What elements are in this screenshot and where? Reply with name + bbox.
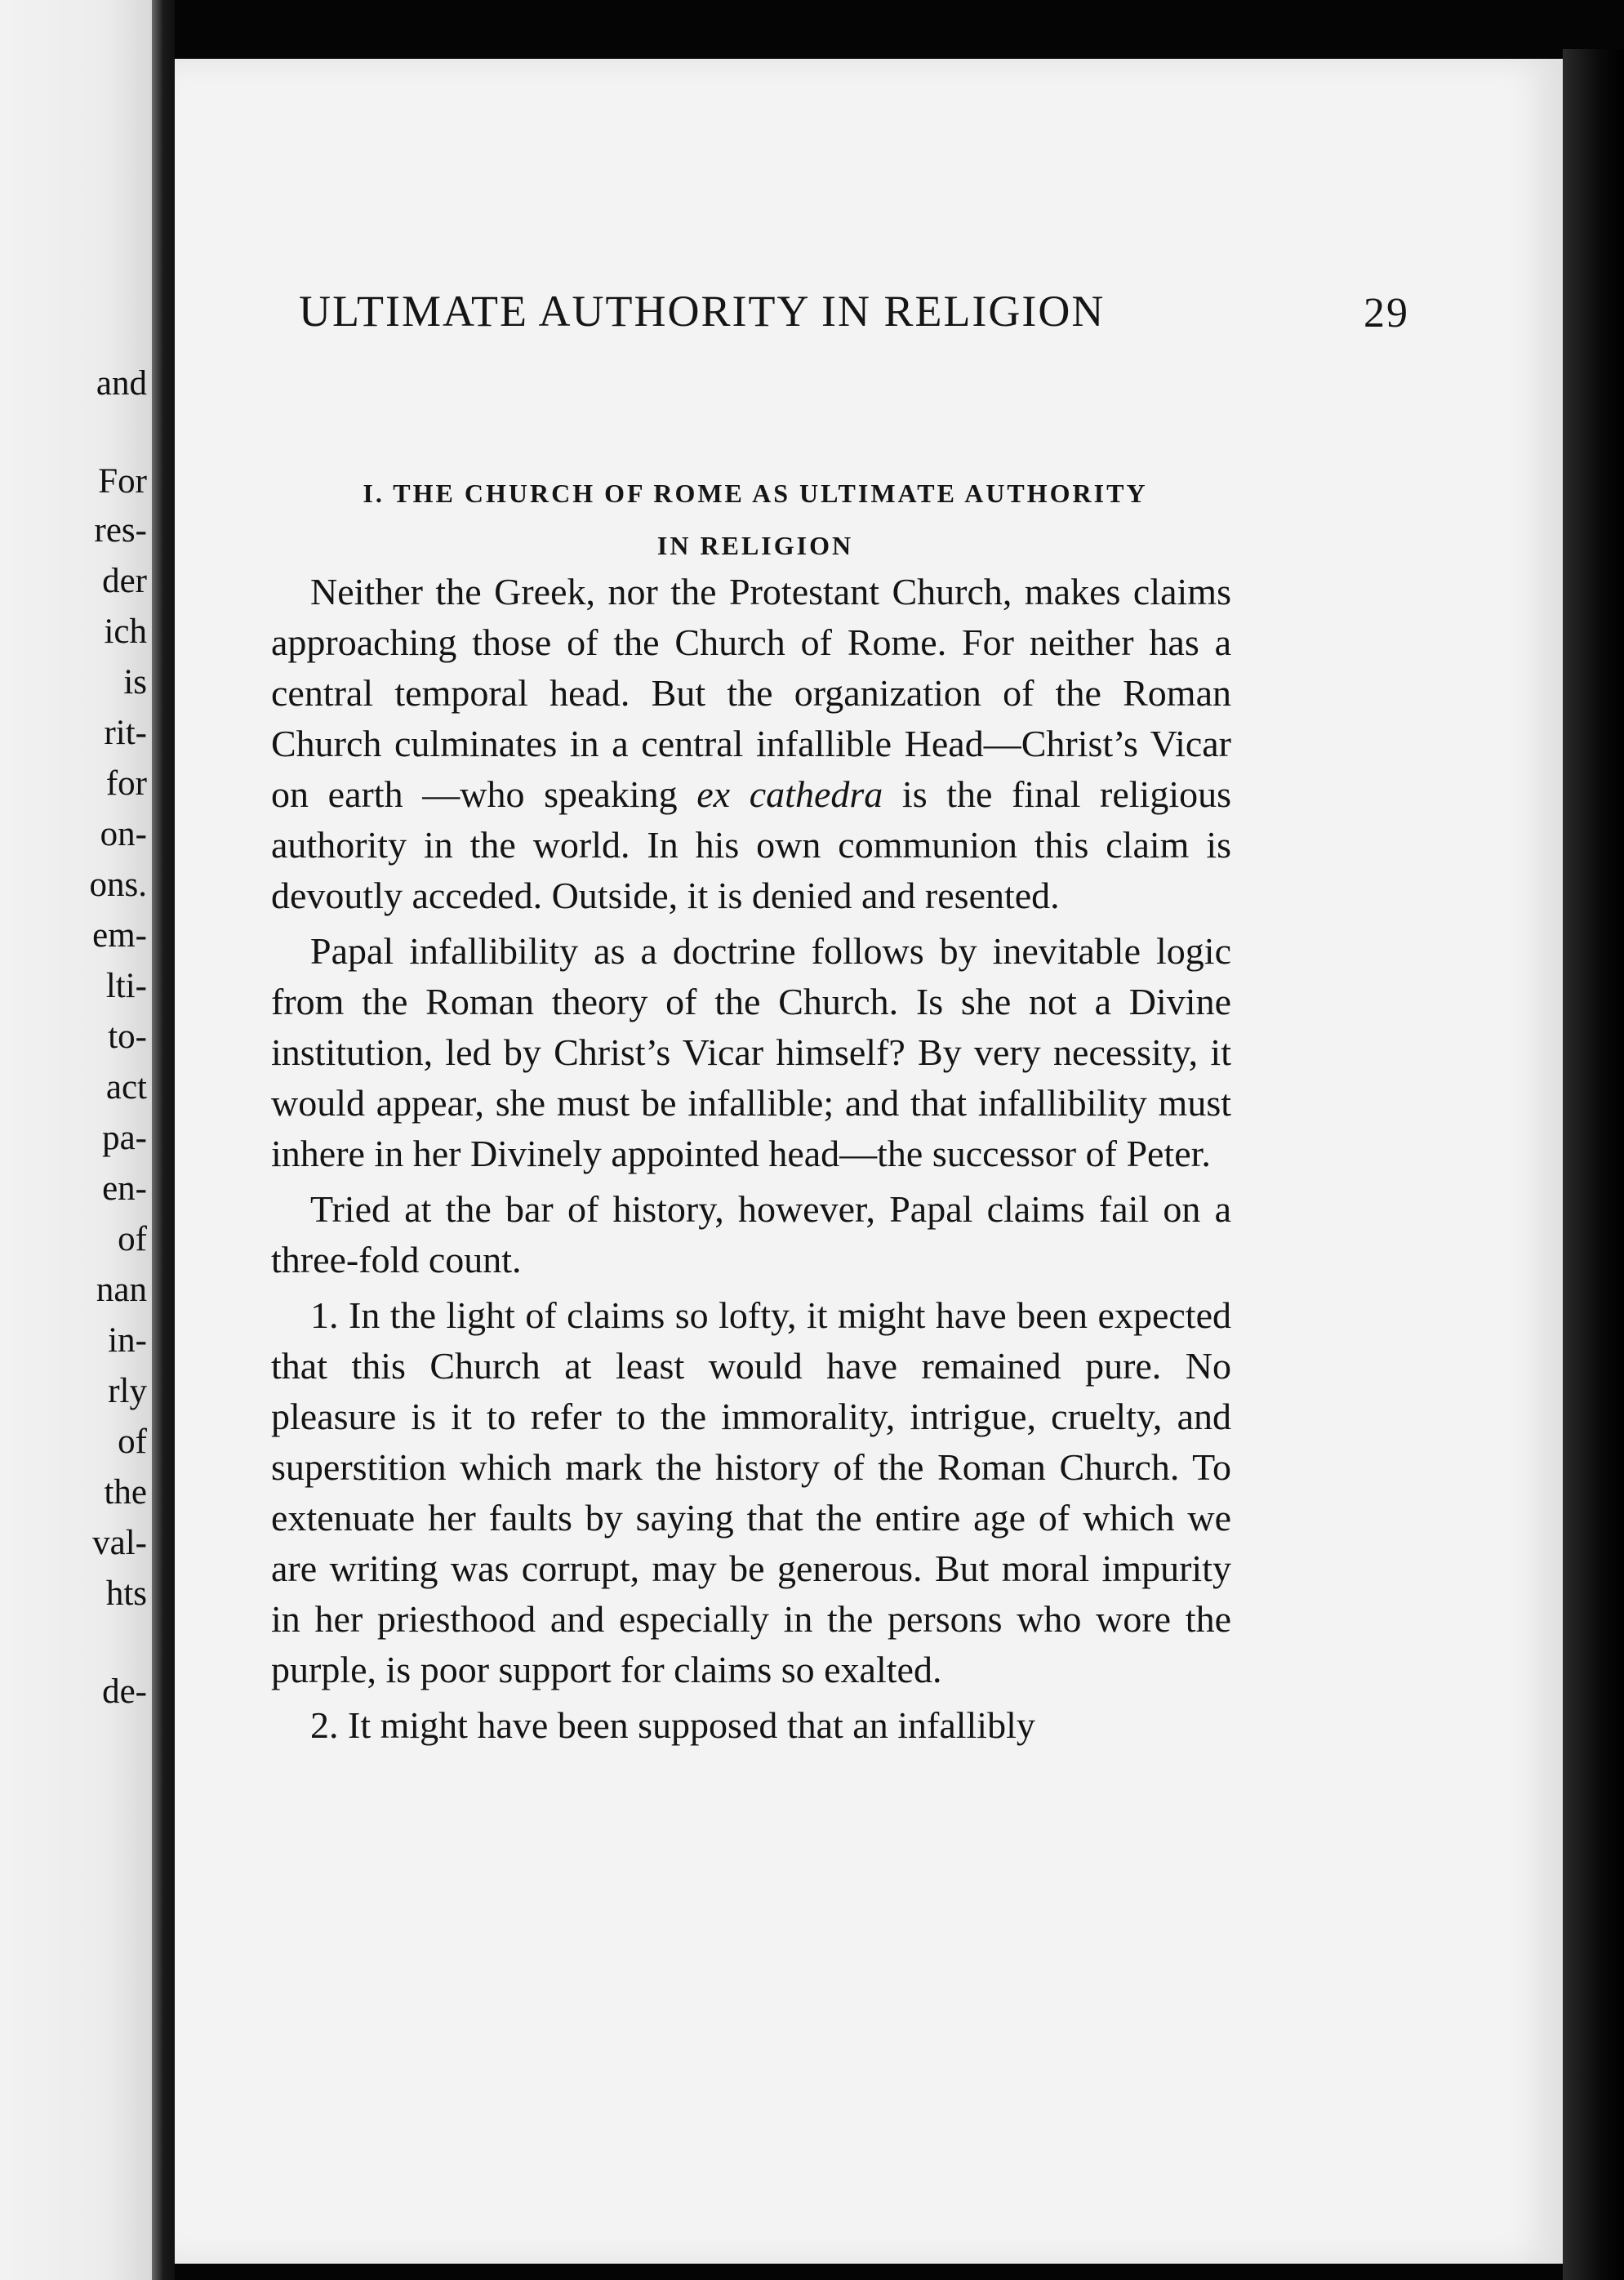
paragraph: Papal infallibility as a doctrine follows by inevitable logic from the Roman theory of the Church. Is she not a Divine institution, led by Christ’s Vicar himself? By very necessity, it would appear, she must be infallible; and that infallibility must inhere in her Divinely appointed head—the successor of Peter. — [271, 930, 1231, 1174]
previous-page-line-end: pa- — [102, 1119, 147, 1157]
previous-page-line-end: hts — [105, 1574, 147, 1613]
previous-page-line-end: rit- — [104, 714, 147, 752]
paragraph: Tried at the bar of history, however, Papal claims fail on a three-fold count. — [271, 1188, 1231, 1280]
previous-page-line-end: de- — [102, 1672, 147, 1711]
previous-page-strip — [0, 0, 152, 2280]
section-heading-line-2: IN RELIGION — [656, 531, 854, 560]
previous-page-line-end: to- — [108, 1018, 147, 1056]
section-heading-line-1: I. THE CHURCH OF ROME AS ULTIMATE AUTHORITY — [363, 479, 1148, 508]
paragraph — [271, 567, 1231, 921]
previous-page-line-end: of — [118, 1423, 147, 1461]
previous-page-line-end: For — [98, 462, 147, 501]
previous-page-line-end: en- — [102, 1169, 147, 1208]
previous-page-line-end: the — [104, 1473, 147, 1512]
paragraph: 1. In the light of claims so lofty, it might have been expected that this Church at least would have remained pure. No pleasure is it to refer to the immorality, intrigue, cruelty, and superstition which mark the history of the Roman Church. To extenuate her faults by saying that the entire age of which we are writing was corrupt, may be generous. But moral impurity in her priesthood and especially in the persons who wore the purple, is poor support for claims so exalted. — [271, 1294, 1231, 1690]
paragraph-text: Neither the Greek, nor the Protestant Church, makes claims approaching those of the Church of Rome. For neither has a central temporal head. But the organization of the Roman Church culminates in a central infallible Head—Christ’s Vicar on earth —who speaking — [271, 571, 1231, 815]
book-page — [175, 59, 1563, 2264]
running-header-title: ULTIMATE AUTHORITY IN RELIGION — [299, 287, 1106, 336]
previous-page-line-end: nan — [96, 1271, 147, 1309]
previous-page-line-end: act — [105, 1068, 147, 1107]
previous-page-line-end: and — [96, 364, 147, 403]
previous-page-line-end: in- — [108, 1321, 147, 1360]
body-text — [271, 567, 1231, 1756]
previous-page-line-end: rly — [108, 1372, 147, 1410]
italic-phrase: ex cathedra — [696, 773, 883, 815]
previous-page-line-end: ich — [104, 612, 147, 651]
previous-page-line-end: lti- — [105, 967, 147, 1005]
paragraph-text: is the final religious authority in the world. In his own communion this claim is devoutly acceded. Outside, it is denied and resented. — [271, 773, 1232, 916]
previous-page-line-end: em- — [92, 916, 147, 955]
previous-page-line-end: val- — [92, 1524, 147, 1562]
page-number: 29 — [1364, 290, 1409, 336]
page-right-edge — [1563, 49, 1624, 2280]
previous-page-line-end: der — [102, 562, 147, 600]
running-header — [299, 286, 1409, 336]
previous-page-line-end: on- — [100, 815, 147, 853]
previous-page-line-end: is — [123, 663, 147, 701]
previous-page-line-end: ons. — [89, 866, 147, 904]
paragraph: 2. It might have been supposed that an infallibly — [310, 1704, 1035, 1746]
section-heading — [278, 467, 1233, 572]
previous-page-line-end: res- — [94, 511, 147, 550]
book-gutter — [152, 0, 175, 2280]
previous-page-line-end: for — [105, 764, 147, 803]
previous-page-line-end: of — [118, 1220, 147, 1258]
